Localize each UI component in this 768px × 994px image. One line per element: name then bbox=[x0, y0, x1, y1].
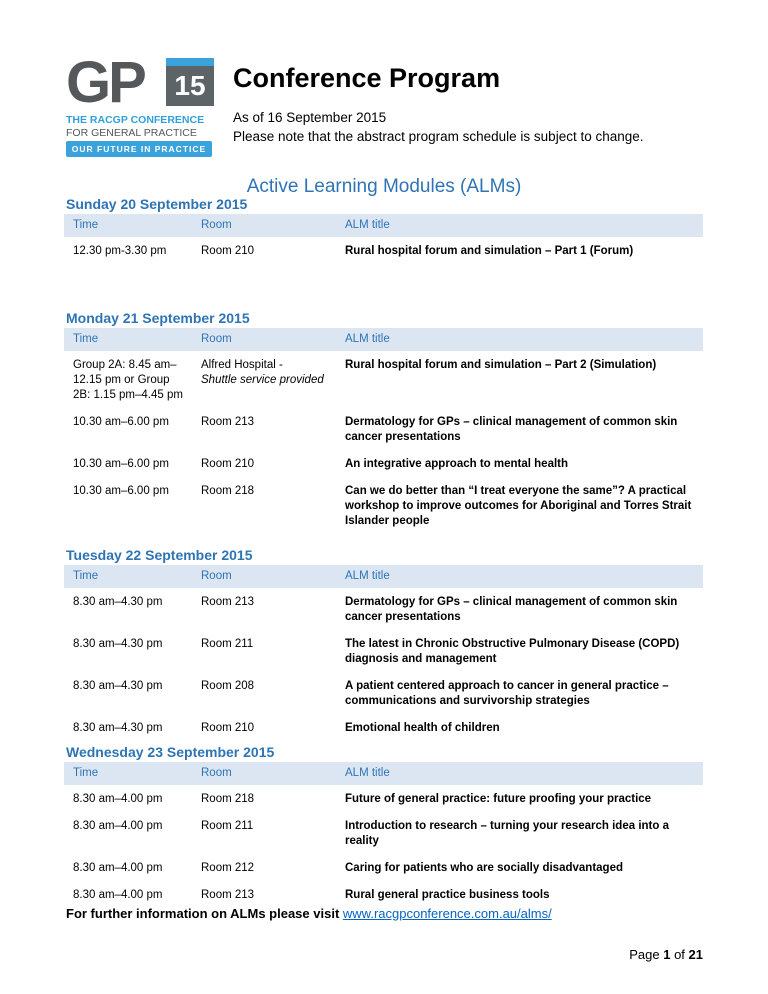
table-row bbox=[64, 785, 703, 812]
table-row bbox=[64, 630, 703, 672]
column-header: Room bbox=[192, 328, 336, 351]
alm-table bbox=[64, 565, 703, 741]
alm-title-cell: Rural hospital forum and simulation – Part 1 (Forum) bbox=[345, 245, 634, 257]
time-cell: 8.30 am–4.00 pm bbox=[73, 889, 163, 901]
column-header: Time bbox=[64, 328, 192, 351]
change-note: Please note that the abstract program schedule is subject to change. bbox=[233, 129, 644, 144]
day-heading: Tuesday 22 September 2015 bbox=[66, 547, 253, 563]
time-cell: 8.30 am–4.30 pm bbox=[73, 638, 163, 650]
day-heading: Sunday 20 September 2015 bbox=[66, 196, 248, 212]
room-note: Shuttle service provided bbox=[201, 374, 324, 386]
room: Room 218 bbox=[201, 485, 255, 497]
table-row bbox=[64, 588, 703, 630]
room-cell bbox=[192, 588, 336, 630]
alm-title-cell: An integrative approach to mental health bbox=[345, 458, 569, 470]
page-total: 21 bbox=[688, 947, 703, 962]
logo-15: 15 bbox=[166, 58, 214, 106]
room-cell bbox=[192, 812, 336, 854]
table-header bbox=[64, 328, 703, 351]
page-of: of bbox=[674, 947, 685, 962]
column-header: ALM title bbox=[336, 328, 703, 351]
alm-table bbox=[64, 214, 703, 264]
room: Room 210 bbox=[201, 458, 255, 470]
alm-title-cell: Rural general practice business tools bbox=[345, 889, 550, 901]
room-cell bbox=[192, 714, 336, 741]
page-number bbox=[629, 947, 703, 962]
alm-table bbox=[64, 762, 703, 908]
table-row bbox=[64, 812, 703, 854]
page-current: 1 bbox=[663, 947, 671, 962]
alm-title-cell: Emotional health of children bbox=[345, 722, 500, 734]
table-header bbox=[64, 565, 703, 588]
time-cell: 8.30 am–4.00 pm bbox=[73, 862, 163, 874]
alm-title-cell: Dermatology for GPs – clinical management of common skin cancer presentations bbox=[345, 596, 678, 623]
column-header: Time bbox=[64, 214, 192, 237]
alm-title-cell: The latest in Chronic Obstructive Pulmonary Disease (COPD) diagnosis and management bbox=[345, 638, 680, 665]
alm-title-cell: Rural hospital forum and simulation – Part 2 (Simulation) bbox=[345, 359, 657, 371]
logo-tagline: OUR FUTURE IN PRACTICE bbox=[66, 141, 212, 157]
room-cell bbox=[192, 351, 336, 408]
room: Room 210 bbox=[201, 722, 255, 734]
room: Room 213 bbox=[201, 416, 255, 428]
footer-note bbox=[66, 906, 552, 921]
as-of-date: As of 16 September 2015 bbox=[233, 110, 387, 125]
column-header: ALM title bbox=[336, 565, 703, 588]
alms-link[interactable]: www.racgpconference.com.au/alms/ bbox=[342, 906, 552, 921]
alm-title-cell: Future of general practice: future proofing your practice bbox=[345, 793, 652, 805]
time-cell: 8.30 am–4.30 pm bbox=[73, 596, 163, 608]
table-row bbox=[64, 854, 703, 881]
table-row bbox=[64, 477, 703, 534]
alm-title-cell: A patient centered approach to cancer in general practice – communications and survivorship strategies bbox=[345, 680, 669, 707]
room: Room 210 bbox=[201, 245, 255, 257]
table-row bbox=[64, 408, 703, 450]
room-cell bbox=[192, 854, 336, 881]
column-header: Time bbox=[64, 762, 192, 785]
alm-title-cell: Dermatology for GPs – clinical management of common skin cancer presentations bbox=[345, 416, 678, 443]
time-cell: 8.30 am–4.30 pm bbox=[73, 680, 163, 692]
footer-text: For further information on ALMs please visit bbox=[66, 906, 343, 921]
section-title: Active Learning Modules (ALMs) bbox=[246, 176, 522, 197]
table-row bbox=[64, 714, 703, 741]
alm-title-cell: Introduction to research – turning your research idea into a reality bbox=[345, 820, 669, 847]
table-row bbox=[64, 672, 703, 714]
page-word: Page bbox=[629, 947, 660, 962]
time-cell: 12.30 pm-3.30 pm bbox=[73, 245, 167, 257]
room-cell bbox=[192, 630, 336, 672]
room-cell bbox=[192, 881, 336, 908]
time-cell: 8.30 am–4.00 pm bbox=[73, 820, 163, 832]
table-header bbox=[64, 214, 703, 237]
table-header bbox=[64, 762, 703, 785]
room-cell bbox=[192, 237, 336, 264]
room: Room 211 bbox=[201, 638, 254, 650]
column-header: Room bbox=[192, 565, 336, 588]
alm-title-cell: Can we do better than “I treat everyone the same”? A practical workshop to improve outcomes for Aboriginal and Torres Strait Islander people bbox=[345, 485, 692, 527]
table-row bbox=[64, 237, 703, 264]
table-row bbox=[64, 450, 703, 477]
room-cell bbox=[192, 450, 336, 477]
time-cell: Group 2A: 8.45 am–12.15 pm or Group 2B: 1.15 pm–4.45 pm bbox=[73, 359, 183, 401]
room: Room 208 bbox=[201, 680, 255, 692]
column-header: Time bbox=[64, 565, 192, 588]
room: Room 212 bbox=[201, 862, 255, 874]
room-cell bbox=[192, 408, 336, 450]
time-cell: 8.30 am–4.00 pm bbox=[73, 793, 163, 805]
room-cell bbox=[192, 477, 336, 534]
table-row bbox=[64, 351, 703, 408]
room: Room 213 bbox=[201, 596, 255, 608]
column-header: ALM title bbox=[336, 762, 703, 785]
logo-line2: FOR GENERAL PRACTICE bbox=[66, 127, 197, 139]
column-header: Room bbox=[192, 762, 336, 785]
room-cell bbox=[192, 672, 336, 714]
day-heading: Wednesday 23 September 2015 bbox=[66, 744, 275, 760]
room: Room 213 bbox=[201, 889, 255, 901]
room-cell bbox=[192, 785, 336, 812]
room: Alfred Hospital - bbox=[201, 359, 283, 371]
logo-gp: GP bbox=[66, 50, 144, 115]
alm-title-cell: Caring for patients who are socially disadvantaged bbox=[345, 862, 623, 874]
table-row bbox=[64, 881, 703, 908]
alm-table bbox=[64, 328, 703, 534]
time-cell: 10.30 am–6.00 pm bbox=[73, 485, 169, 497]
logo-line1: THE RACGP CONFERENCE bbox=[66, 114, 205, 126]
column-header: ALM title bbox=[336, 214, 703, 237]
room: Room 218 bbox=[201, 793, 255, 805]
day-heading: Monday 21 September 2015 bbox=[66, 310, 250, 326]
time-cell: 8.30 am–4.30 pm bbox=[73, 722, 163, 734]
time-cell: 10.30 am–6.00 pm bbox=[73, 416, 169, 428]
gp15-logo bbox=[66, 50, 216, 154]
time-cell: 10.30 am–6.00 pm bbox=[73, 458, 169, 470]
subtitle bbox=[233, 108, 644, 146]
page-title: Conference Program bbox=[233, 63, 501, 93]
room: Room 211 bbox=[201, 820, 254, 832]
column-header: Room bbox=[192, 214, 336, 237]
